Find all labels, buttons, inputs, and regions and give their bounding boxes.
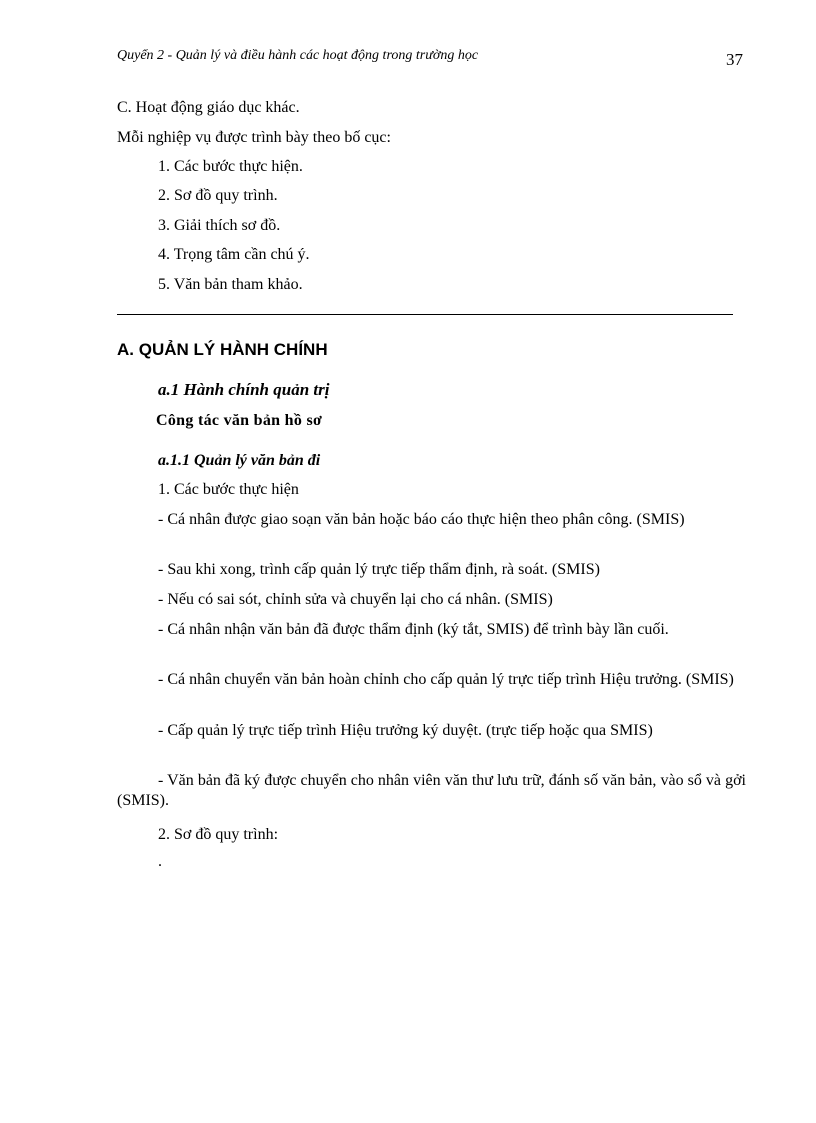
step-paragraph: - Sau khi xong, trình cấp quản lý trực tiếp thẩm định, rà soát. (SMIS) <box>158 561 600 578</box>
section-c-line: C. Hoạt động giáo dục khác. <box>117 99 300 116</box>
page-number: 37 <box>726 50 743 69</box>
step-paragraph: - Cá nhân chuyển văn bản hoàn chỉnh cho cấp quản lý trực tiếp trình Hiệu trưởng. (SMIS) <box>158 671 734 688</box>
step-paragraph: - Nếu có sai sót, chỉnh sửa và chuyển lại cho cá nhân. (SMIS) <box>158 591 553 608</box>
subsection-a1-heading: a.1 Hành chính quản trị <box>158 380 330 399</box>
diagram-heading: 2. Sơ đồ quy trình: <box>158 826 279 843</box>
step-paragraph: - Cá nhân nhận văn bản đã được thẩm định (ký tắt, SMIS) để trình bày lần cuối. <box>158 621 669 638</box>
section-a-heading: A. QUẢN LÝ HÀNH CHÍNH <box>117 340 328 359</box>
horizontal-divider <box>117 314 733 315</box>
layout-item: 4. Trọng tâm cần chú ý. <box>158 246 310 263</box>
step-paragraph: - Cấp quản lý trực tiếp trình Hiệu trưởng ký duyệt. (trực tiếp hoặc qua SMIS) <box>158 722 653 739</box>
running-header-title: Quyển 2 - Quản lý và điều hành các hoạt động trong trường học <box>117 48 479 63</box>
layout-item: 3. Giải thích sơ đồ. <box>158 217 281 234</box>
layout-intro-line: Mỗi nghiệp vụ được trình bày theo bố cục: <box>117 129 391 146</box>
step-paragraph: - Cá nhân được giao soạn văn bản hoặc báo cáo thực hiện theo phân công. (SMIS) <box>158 511 685 528</box>
subsection-document-heading: Công tác văn bản hồ sơ <box>156 412 323 429</box>
subsection-a11-heading: a.1.1 Quản lý văn bản đi <box>158 452 321 469</box>
diagram-placeholder-dot: . <box>158 853 162 870</box>
steps-heading: 1. Các bước thực hiện <box>158 481 299 498</box>
step-paragraph: - Văn bản đã ký được chuyển cho nhân viên văn thư lưu trữ, đánh số văn bản, vào sổ và gởi (SMIS). <box>117 772 746 809</box>
layout-item: 5. Văn bản tham khảo. <box>158 276 303 293</box>
layout-item: 1. Các bước thực hiện. <box>158 158 303 175</box>
layout-item: 2. Sơ đồ quy trình. <box>158 187 278 204</box>
